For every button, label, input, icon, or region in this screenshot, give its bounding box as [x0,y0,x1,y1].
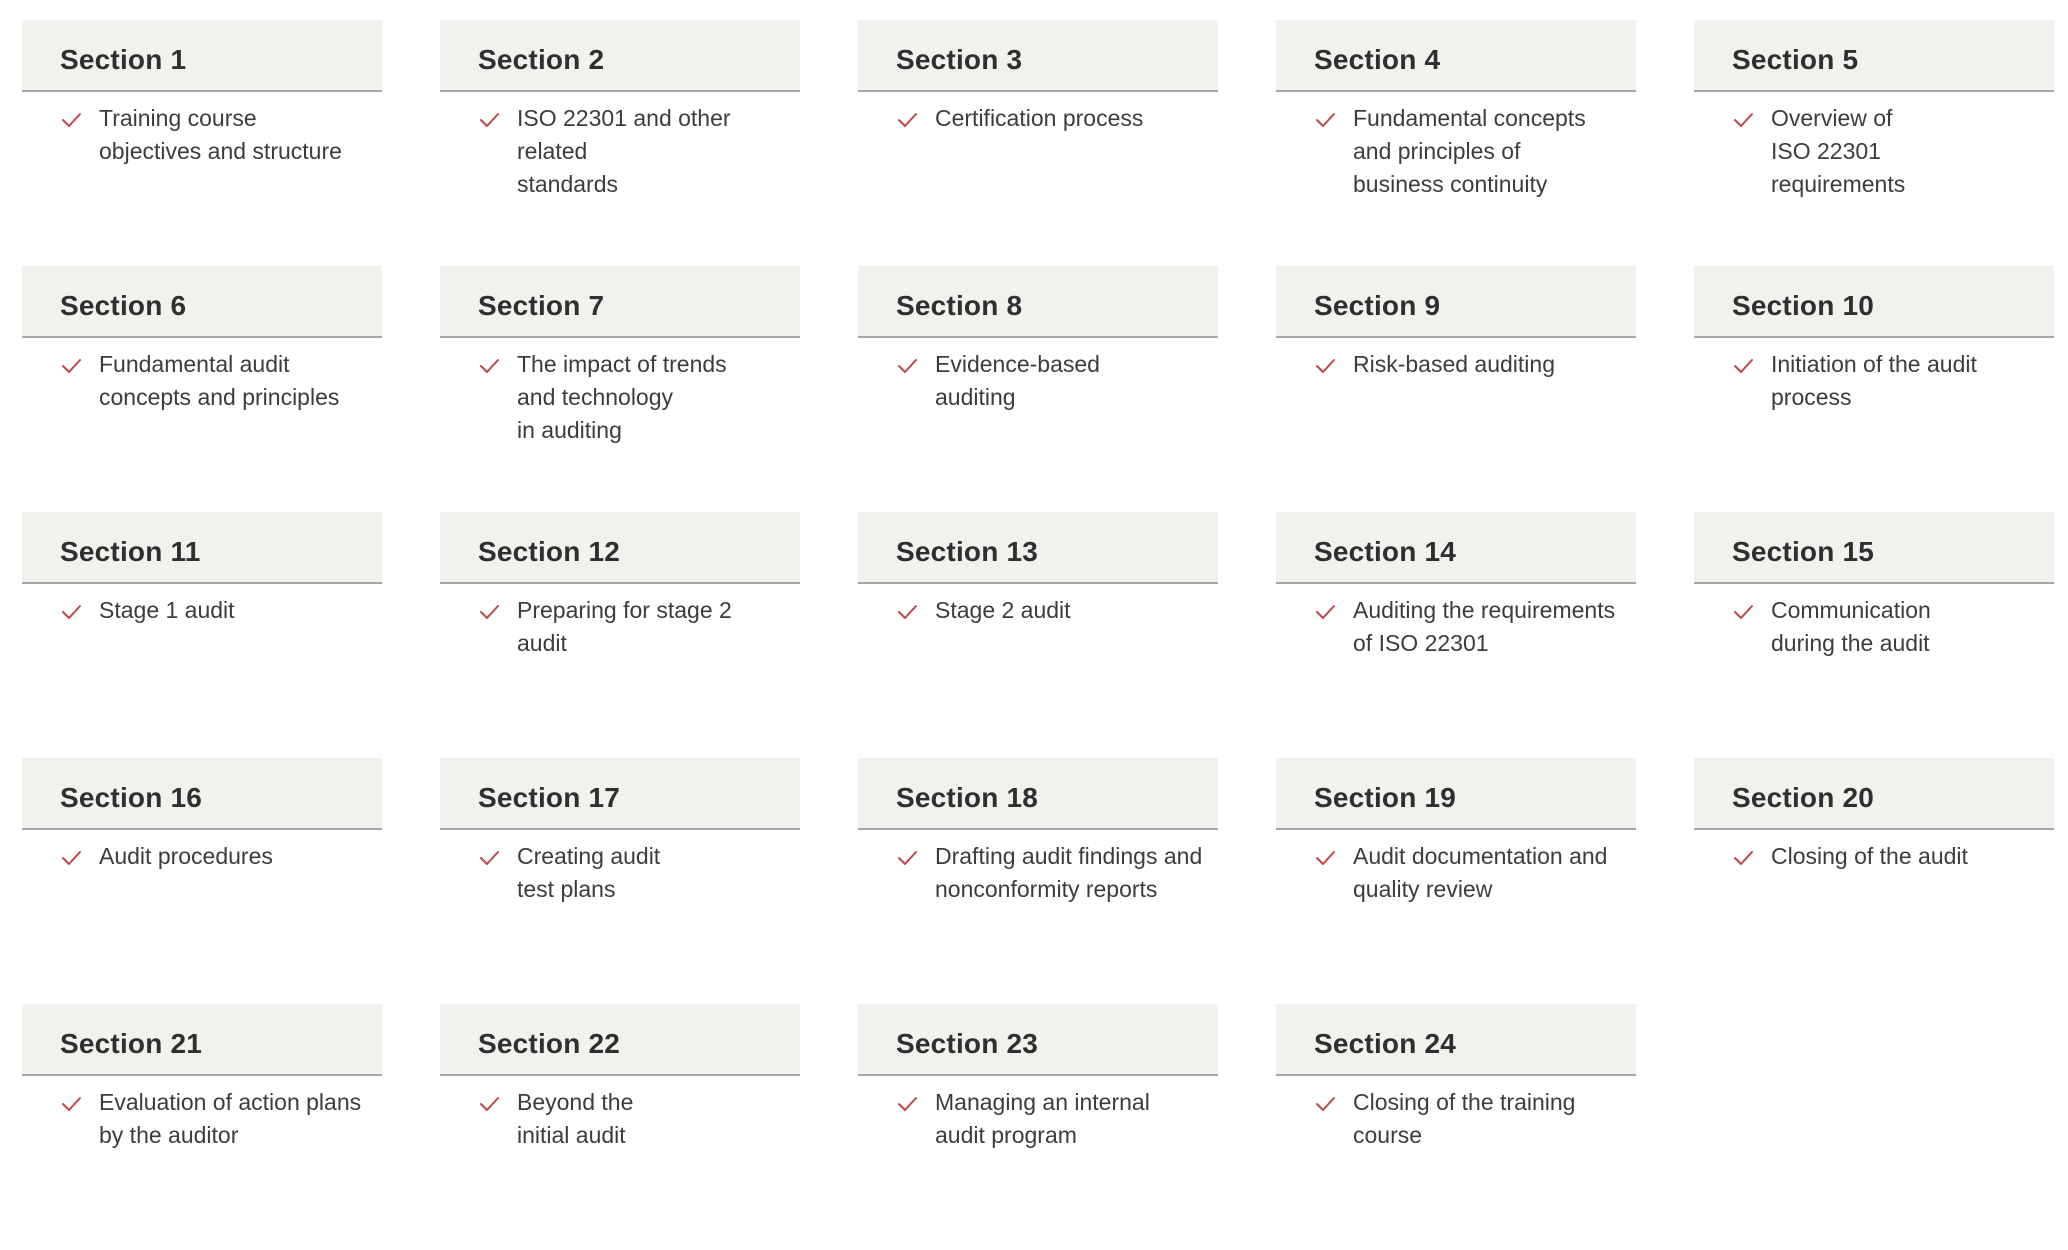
checkmark-icon [1732,847,1754,869]
section-topic-item [1694,830,2054,873]
section-card [1276,758,1636,1004]
section-header [858,266,1218,338]
section-topic-item [1276,92,1636,201]
section-card [858,758,1218,1004]
section-card [22,266,382,512]
section-topic-item [1694,584,2054,660]
section-header [1276,512,1636,584]
section-card [440,20,800,266]
checkmark-icon [896,601,918,623]
section-header [1694,512,2054,584]
checkmark-icon [896,1093,918,1115]
section-card [1276,1004,1636,1250]
section-topic-item [858,338,1218,414]
section-header [1276,266,1636,338]
section-header [1276,758,1636,830]
section-title: Section 14 [1314,536,1457,567]
section-card [1694,266,2054,512]
checkmark-icon [1314,109,1336,131]
section-header [858,20,1218,92]
section-title: Section 13 [896,536,1039,567]
section-topic-item [1694,92,2054,201]
section-title: Section 8 [896,290,1023,321]
section-topic-item [22,1076,382,1152]
checkmark-icon [1732,355,1754,377]
section-header [440,758,800,830]
section-topic-item [858,584,1218,627]
section-title: Section 4 [1314,44,1441,75]
section-topic-item [858,92,1218,135]
checkmark-icon [896,109,918,131]
section-topic: Beyond the initial audit [517,1089,634,1148]
section-title: Section 21 [60,1028,203,1059]
section-title: Section 11 [60,536,201,567]
checkmark-icon [1732,601,1754,623]
section-topic: Audit procedures [99,843,273,869]
section-topic: Closing of the training course [1353,1089,1576,1148]
section-topic: Stage 1 audit [99,597,235,623]
checkmark-icon [478,1093,500,1115]
section-title: Section 1 [60,44,187,75]
checkmark-icon [60,109,82,131]
section-title: Section 16 [60,782,203,813]
section-topic: Auditing the requirements of ISO 22301 [1353,597,1616,656]
section-topic-item [858,1076,1218,1152]
section-title: Section 23 [896,1028,1039,1059]
section-header [858,1004,1218,1076]
section-topic: Training course objectives and structure [99,105,342,164]
section-topic: Initiation of the audit process [1771,351,1977,410]
section-topic-item [1276,830,1636,906]
section-topic-item [22,338,382,414]
section-card [22,512,382,758]
checkmark-icon [478,109,500,131]
section-header [1276,20,1636,92]
section-topic: Certification process [935,105,1144,131]
checkmark-icon [1314,847,1336,869]
section-topic: Overview of ISO 22301 requirements [1771,105,1906,197]
section-header [22,20,382,92]
section-card [440,1004,800,1250]
section-topic-item [440,830,800,906]
section-card [22,20,382,266]
checkmark-icon [60,601,82,623]
section-topic: Audit documentation and quality review [1353,843,1608,902]
checkmark-icon [1314,1093,1336,1115]
section-title: Section 15 [1732,536,1875,567]
section-header [22,266,382,338]
section-topic: Creating audit test plans [517,843,661,902]
checkmark-icon [478,847,500,869]
checkmark-icon [1314,601,1336,623]
section-header [22,1004,382,1076]
checkmark-icon [896,847,918,869]
section-header [440,266,800,338]
section-topic-item [858,830,1218,906]
section-topic-item [440,338,800,447]
section-topic-item [22,92,382,168]
section-topic: Risk-based auditing [1353,351,1556,377]
section-title: Section 19 [1314,782,1457,813]
section-card [440,266,800,512]
section-card [22,1004,382,1250]
section-title: Section 17 [478,782,621,813]
section-topic: Communication during the audit [1771,597,1931,656]
section-topic: Drafting audit findings and nonconformity reports [935,843,1203,902]
section-title: Section 18 [896,782,1039,813]
checkmark-icon [60,1093,82,1115]
section-topic-item [22,584,382,627]
section-topic: Evaluation of action plans by the auditor [99,1089,362,1148]
section-card [1276,512,1636,758]
checkmark-icon [1314,355,1336,377]
section-title: Section 5 [1732,44,1859,75]
checkmark-icon [60,355,82,377]
section-card [858,512,1218,758]
section-topic: Fundamental audit concepts and principles [99,351,340,410]
section-card [1276,20,1636,266]
section-header [1694,20,2054,92]
section-title: Section 7 [478,290,605,321]
section-card [1694,758,2054,1004]
section-header [22,512,382,584]
checkmark-icon [478,601,500,623]
section-topic-item [1276,338,1636,381]
section-topic-item [1276,1076,1636,1152]
section-card [1694,512,2054,758]
sections-grid [22,20,2054,1250]
checkmark-icon [60,847,82,869]
section-title: Section 22 [478,1028,621,1059]
section-topic-item [22,830,382,873]
section-topic: Preparing for stage 2 audit [517,597,732,656]
section-title: Section 20 [1732,782,1875,813]
section-topic: Stage 2 audit [935,597,1071,623]
section-card [1276,266,1636,512]
section-title: Section 2 [478,44,605,75]
section-card [858,266,1218,512]
section-card [22,758,382,1004]
section-header [1694,266,2054,338]
section-header [1276,1004,1636,1076]
section-header [1694,758,2054,830]
section-topic: Fundamental concepts and principles of business continuity [1353,105,1586,197]
section-topic: The impact of trends and technology in auditing [517,351,727,443]
section-topic-item [440,584,800,660]
section-topic: Managing an internal audit program [935,1089,1150,1148]
section-title: Section 12 [478,536,621,567]
section-title: Section 9 [1314,290,1441,321]
section-card [440,758,800,1004]
checkmark-icon [896,355,918,377]
section-card [858,20,1218,266]
section-topic-item [1694,338,2054,414]
section-topic: ISO 22301 and other related standards [517,105,731,197]
section-header [440,20,800,92]
checkmark-icon [478,355,500,377]
checkmark-icon [1732,109,1754,131]
section-title: Section 24 [1314,1028,1457,1059]
section-header [440,512,800,584]
section-card [440,512,800,758]
section-header [858,758,1218,830]
section-title: Section 10 [1732,290,1875,321]
section-topic: Closing of the audit [1771,843,1968,869]
section-header [22,758,382,830]
section-topic-item [440,92,800,201]
section-header [858,512,1218,584]
section-header [440,1004,800,1076]
section-topic-item [440,1076,800,1152]
section-topic-item [1276,584,1636,660]
section-card [858,1004,1218,1250]
section-title: Section 6 [60,290,187,321]
section-card [1694,20,2054,266]
section-topic: Evidence-based auditing [935,351,1100,410]
section-title: Section 3 [896,44,1023,75]
